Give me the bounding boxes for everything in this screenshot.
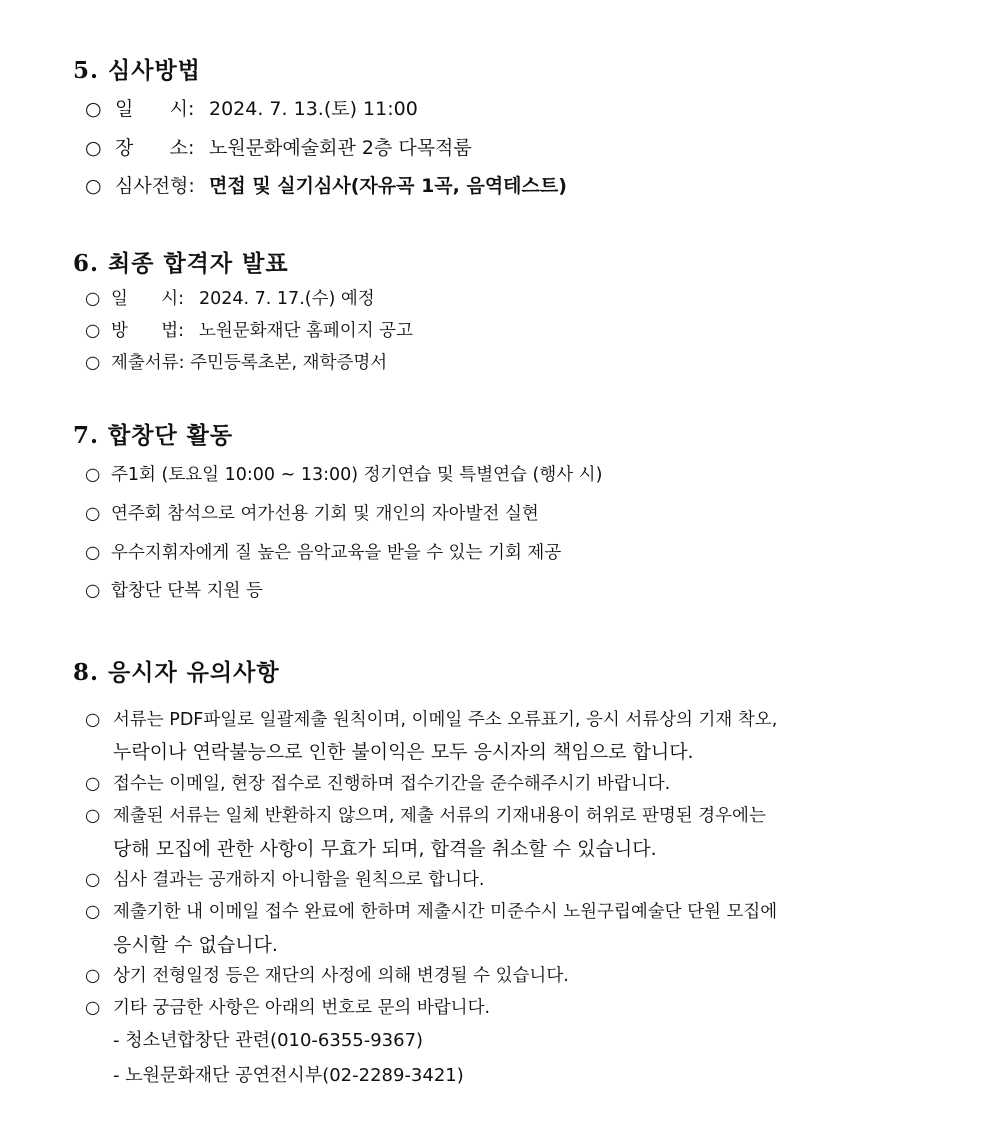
bullet-circle: ○ xyxy=(85,870,101,890)
bullet-circle: ○ xyxy=(85,137,102,159)
method-value: 노원문화재단 홈페이지 공고 xyxy=(199,321,413,341)
s8-item-text: 상기 전형일정 등은 재단의 사정에 의해 변경될 수 있습니다. xyxy=(113,966,569,986)
section-6-heading: 6. 최종 합격자 발표 xyxy=(73,250,289,277)
bullet-circle: ○ xyxy=(85,774,101,794)
s8-item-text: 기타 궁금한 사항은 아래의 번호로 문의 바랍니다. xyxy=(113,998,491,1018)
s8-item-5-cont: 응시할 수 없습니다. xyxy=(113,934,278,956)
s7-item-text: 주1회 (토요일 10:00 ~ 13:00) 정기연습 및 특별연습 (행사 시) xyxy=(111,465,603,485)
bullet-circle: ○ xyxy=(85,465,101,485)
bullet-circle: ○ xyxy=(85,710,101,730)
exam-value: 면접 및 실기심사(자유곡 1곡, 음역테스트) xyxy=(209,175,567,197)
section-7-heading: 7. 합창단 활동 xyxy=(73,422,234,449)
place-label: 장 소: xyxy=(115,137,195,159)
s8-item-4 xyxy=(85,866,484,891)
s8-item-3-cont: 당해 모집에 관한 사항이 무효가 되며, 합격을 취소할 수 있습니다. xyxy=(113,838,657,860)
s8-item-6 xyxy=(85,962,569,987)
s5-place-row xyxy=(85,133,472,160)
bullet-circle: ○ xyxy=(85,289,101,309)
place-value: 노원문화예술회관 2층 다목적룸 xyxy=(209,137,472,159)
bullet-circle: ○ xyxy=(85,321,101,341)
s8-item-1-cont: 누락이나 연락불능으로 인한 불이익은 모두 응시자의 책임으로 합니다. xyxy=(113,741,694,763)
docs-value: 주민등록초본, 재학증명서 xyxy=(190,353,388,373)
s8-item-text: 제출기한 내 이메일 접수 완료에 한하며 제출시간 미준수시 노원구립예술단 단원 모집에 xyxy=(113,902,778,922)
s8-item-2 xyxy=(85,770,670,795)
bullet-circle: ○ xyxy=(85,902,101,922)
s8-item-1 xyxy=(85,706,777,731)
section-5-heading: 5. 심사방법 xyxy=(73,57,201,84)
bullet-circle: ○ xyxy=(85,966,101,986)
docs-label: 제출서류: xyxy=(111,353,185,373)
s8-item-text: 제출된 서류는 일체 반환하지 않으며, 제출 서류의 기재내용이 허위로 판명된 경우에는 xyxy=(113,806,766,826)
s7-item xyxy=(85,461,602,486)
s7-item xyxy=(85,577,263,602)
date-label: 일 시: xyxy=(111,289,185,309)
s5-exam-row xyxy=(85,171,567,198)
s5-date-row xyxy=(85,94,418,121)
method-label: 방 법: xyxy=(111,321,185,341)
date-value: 2024. 7. 17.(수) 예정 xyxy=(199,289,375,309)
contact-youth-choir: - 청소년합창단 관련(010-6355-9367) xyxy=(113,1030,424,1051)
s6-date-row xyxy=(85,285,375,310)
bullet-circle: ○ xyxy=(85,504,101,524)
s8-item-7 xyxy=(85,994,490,1019)
bullet-circle: ○ xyxy=(85,806,101,826)
s8-item-3 xyxy=(85,802,766,827)
bullet-circle: ○ xyxy=(85,581,101,601)
s8-item-text: 서류는 PDF파일로 일괄제출 원칙이며, 이메일 주소 오류표기, 응시 서류상의 기재 착오, xyxy=(113,710,778,730)
s7-item-text: 합창단 단복 지원 등 xyxy=(111,581,263,601)
s6-method-row xyxy=(85,317,413,342)
bullet-circle: ○ xyxy=(85,98,102,120)
s8-item-5 xyxy=(85,898,777,923)
bullet-circle: ○ xyxy=(85,353,101,373)
bullet-circle: ○ xyxy=(85,998,101,1018)
s6-docs-row xyxy=(85,349,387,374)
exam-label: 심사전형: xyxy=(115,175,195,197)
s7-item xyxy=(85,500,539,525)
bullet-circle: ○ xyxy=(85,175,102,197)
date-value: 2024. 7. 13.(토) 11:00 xyxy=(209,98,418,120)
bullet-circle: ○ xyxy=(85,543,101,563)
s7-item-text: 우수지휘자에게 질 높은 음악교육을 받을 수 있는 기회 제공 xyxy=(111,543,562,563)
s7-item-text: 연주회 참석으로 여가선용 기회 및 개인의 자아발전 실현 xyxy=(111,504,539,524)
s8-item-text: 심사 결과는 공개하지 아니함을 원칙으로 합니다. xyxy=(113,870,485,890)
s8-item-text: 접수는 이메일, 현장 접수로 진행하며 접수기간을 준수해주시기 바랍니다. xyxy=(113,774,671,794)
date-label: 일 시: xyxy=(115,98,195,120)
contact-foundation: - 노원문화재단 공연전시부(02-2289-3421) xyxy=(113,1065,464,1086)
s7-item xyxy=(85,539,561,564)
section-8-heading: 8. 응시자 유의사항 xyxy=(73,659,280,686)
